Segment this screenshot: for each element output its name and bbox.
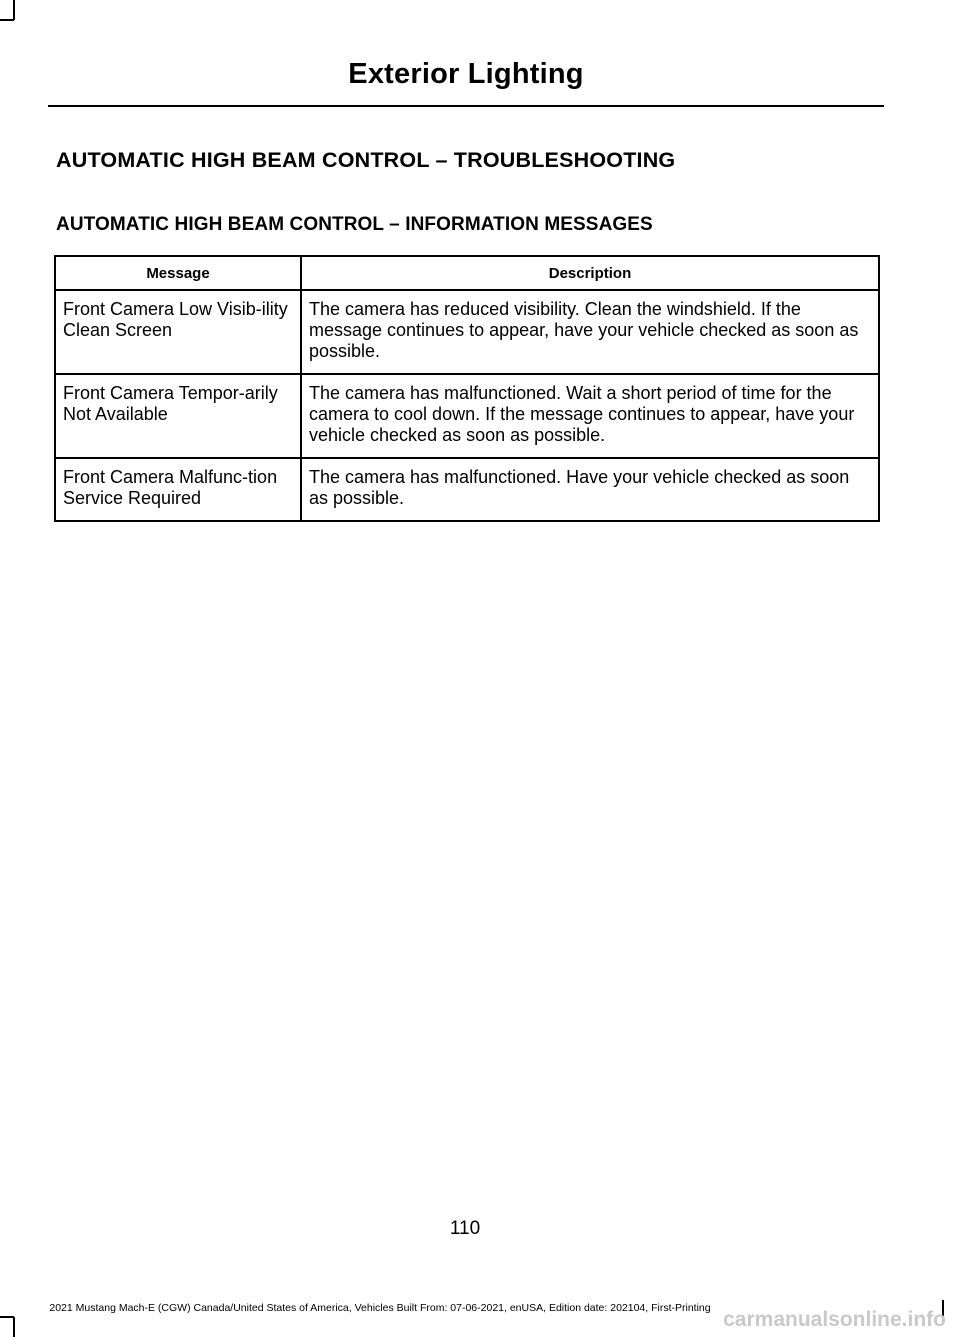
message-cell: Front Camera Malfunc-tion Service Required [55,458,301,521]
section-title: Exterior Lighting [348,58,584,90]
table-header-row [55,256,879,290]
main-heading: AUTOMATIC HIGH BEAM CONTROL – TROUBLESHOOTING [56,148,676,172]
watermark: carmanualsonline.info [723,1308,946,1331]
description-cell: The camera has malfunctioned. Have your vehicle checked as soon as possible. [301,458,879,521]
sub-heading: AUTOMATIC HIGH BEAM CONTROL – INFORMATION MESSAGES [56,214,653,235]
crop-mark-bottom-left [0,1316,14,1318]
message-cell: Front Camera Low Visib-ility Clean Screen [55,290,301,374]
header-divider [48,105,884,107]
column-header-message: Message [55,256,301,290]
table-row [55,374,879,458]
description-cell: The camera has reduced visibility. Clean the windshield. If the message continues to appear, have your vehicle checked as soon as possible. [301,290,879,374]
page-number: 110 [449,1218,481,1239]
column-header-description: Description [301,256,879,290]
table-row [55,458,879,521]
message-cell: Front Camera Tempor-arily Not Available [55,374,301,458]
table-row [55,290,879,374]
description-cell: The camera has malfunctioned. Wait a short period of time for the camera to cool down. If the message continues to appear, have your vehicle checked as soon as possible. [301,374,879,458]
crop-mark-top-left [0,19,14,21]
information-messages-table [54,255,880,522]
crop-mark-bottom-left [13,1317,15,1337]
crop-mark-top-left [13,0,15,20]
footer-text: 2021 Mustang Mach-E (CGW) Canada/United States of America, Vehicles Built From: 07-06-2021, enUSA, Edition date: 202104, First-Printing [49,1302,711,1314]
